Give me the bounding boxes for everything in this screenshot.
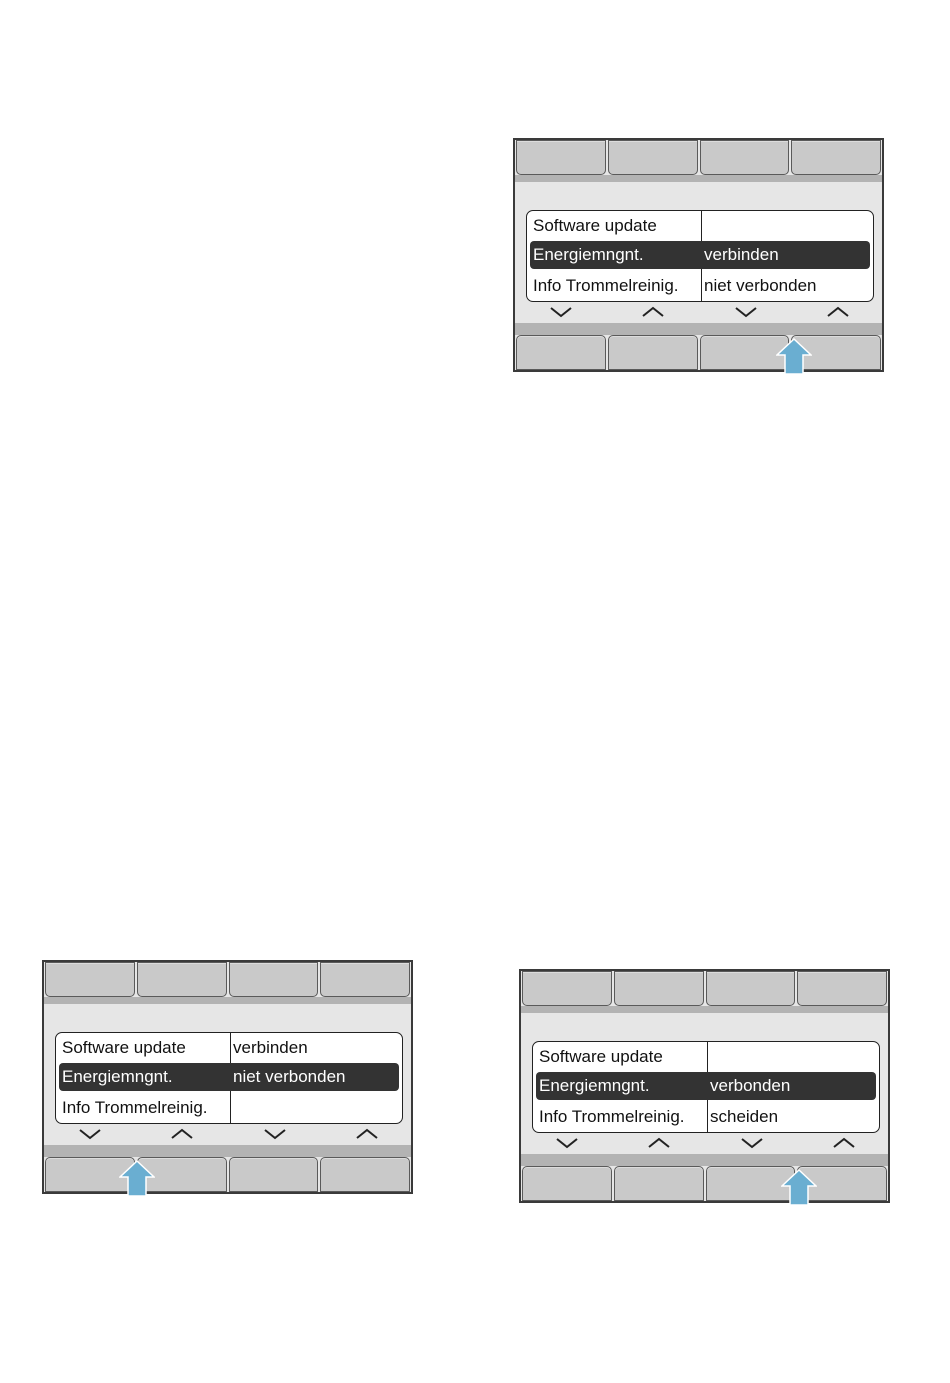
- display-panel-3: [519, 969, 890, 1203]
- top-button-3[interactable]: [229, 962, 319, 997]
- menu-row-info-trommelreinig[interactable]: [530, 272, 870, 300]
- bottom-button-2[interactable]: [614, 1166, 704, 1201]
- bottom-strip: [44, 1145, 411, 1157]
- chevron-up-icon: [352, 1124, 382, 1144]
- menu-row-software-update[interactable]: [530, 212, 870, 240]
- bottom-button-3[interactable]: [229, 1157, 319, 1192]
- chevron-down-icon: [546, 302, 576, 322]
- row-label: Info Trommelreinig.: [62, 1098, 208, 1117]
- top-button-1[interactable]: [45, 962, 135, 997]
- top-button-2[interactable]: [137, 962, 227, 997]
- menu-row-info-trommelreinig[interactable]: [536, 1103, 876, 1131]
- top-button-row: [515, 140, 882, 175]
- display-panel-2: [42, 960, 413, 1194]
- row-label: Info Trommelreinig.: [539, 1107, 685, 1126]
- row-label: Energiemngnt.: [533, 245, 644, 264]
- top-button-4[interactable]: [797, 971, 887, 1006]
- row-value: verbinden: [233, 1038, 308, 1057]
- row-value: verbonden: [710, 1076, 791, 1095]
- top-button-row: [521, 971, 888, 1006]
- top-button-2[interactable]: [614, 971, 704, 1006]
- chevron-up-icon: [829, 1133, 859, 1153]
- arrow-up-pointer-icon: [781, 1169, 817, 1205]
- top-button-3[interactable]: [706, 971, 796, 1006]
- bottom-button-1[interactable]: [522, 1166, 612, 1201]
- chevron-down-icon: [731, 302, 761, 322]
- menu-row-software-update[interactable]: [59, 1034, 399, 1062]
- menu-row-energiemngnt[interactable]: [59, 1063, 399, 1091]
- row-label: Software update: [62, 1038, 186, 1057]
- bottom-strip: [521, 1154, 888, 1166]
- chevron-up-icon: [167, 1124, 197, 1144]
- bottom-button-2[interactable]: [608, 335, 698, 370]
- navigation-arrows: [521, 1133, 888, 1155]
- row-value: scheiden: [710, 1107, 779, 1126]
- settings-menu: [532, 1041, 880, 1133]
- row-label: Info Trommelreinig.: [533, 276, 679, 295]
- top-button-row: [44, 962, 411, 997]
- chevron-down-icon: [737, 1133, 767, 1153]
- top-button-3[interactable]: [700, 140, 790, 175]
- row-label: Energiemngnt.: [62, 1067, 173, 1086]
- bottom-button-row: [44, 1157, 411, 1192]
- row-label: Software update: [533, 216, 657, 235]
- arrow-up-pointer-icon: [119, 1160, 155, 1196]
- navigation-arrows: [515, 302, 882, 324]
- top-strip: [521, 1006, 888, 1013]
- top-strip: [44, 997, 411, 1004]
- top-strip: [515, 175, 882, 182]
- bottom-button-1[interactable]: [516, 335, 606, 370]
- display-panel-1: [513, 138, 884, 372]
- row-label: Software update: [539, 1047, 663, 1066]
- menu-row-info-trommelreinig[interactable]: [59, 1094, 399, 1122]
- top-button-1[interactable]: [516, 140, 606, 175]
- top-button-4[interactable]: [791, 140, 881, 175]
- row-value: niet verbonden: [704, 276, 817, 295]
- bottom-button-4[interactable]: [320, 1157, 410, 1192]
- bottom-button-row: [521, 1166, 888, 1201]
- menu-row-software-update[interactable]: [536, 1043, 876, 1071]
- chevron-up-icon: [638, 302, 668, 322]
- chevron-up-icon: [644, 1133, 674, 1153]
- arrow-up-pointer-icon: [776, 338, 812, 374]
- chevron-down-icon: [260, 1124, 290, 1144]
- top-button-4[interactable]: [320, 962, 410, 997]
- chevron-down-icon: [552, 1133, 582, 1153]
- chevron-down-icon: [75, 1124, 105, 1144]
- menu-row-energiemngnt[interactable]: [530, 241, 870, 269]
- bottom-button-row: [515, 335, 882, 370]
- menu-row-energiemngnt[interactable]: [536, 1072, 876, 1100]
- settings-menu: [526, 210, 874, 302]
- row-label: Energiemngnt.: [539, 1076, 650, 1095]
- settings-menu: [55, 1032, 403, 1124]
- chevron-up-icon: [823, 302, 853, 322]
- bottom-strip: [515, 323, 882, 335]
- top-button-2[interactable]: [608, 140, 698, 175]
- navigation-arrows: [44, 1124, 411, 1146]
- top-button-1[interactable]: [522, 971, 612, 1006]
- row-value: niet verbonden: [233, 1067, 346, 1086]
- row-value: verbinden: [704, 245, 779, 264]
